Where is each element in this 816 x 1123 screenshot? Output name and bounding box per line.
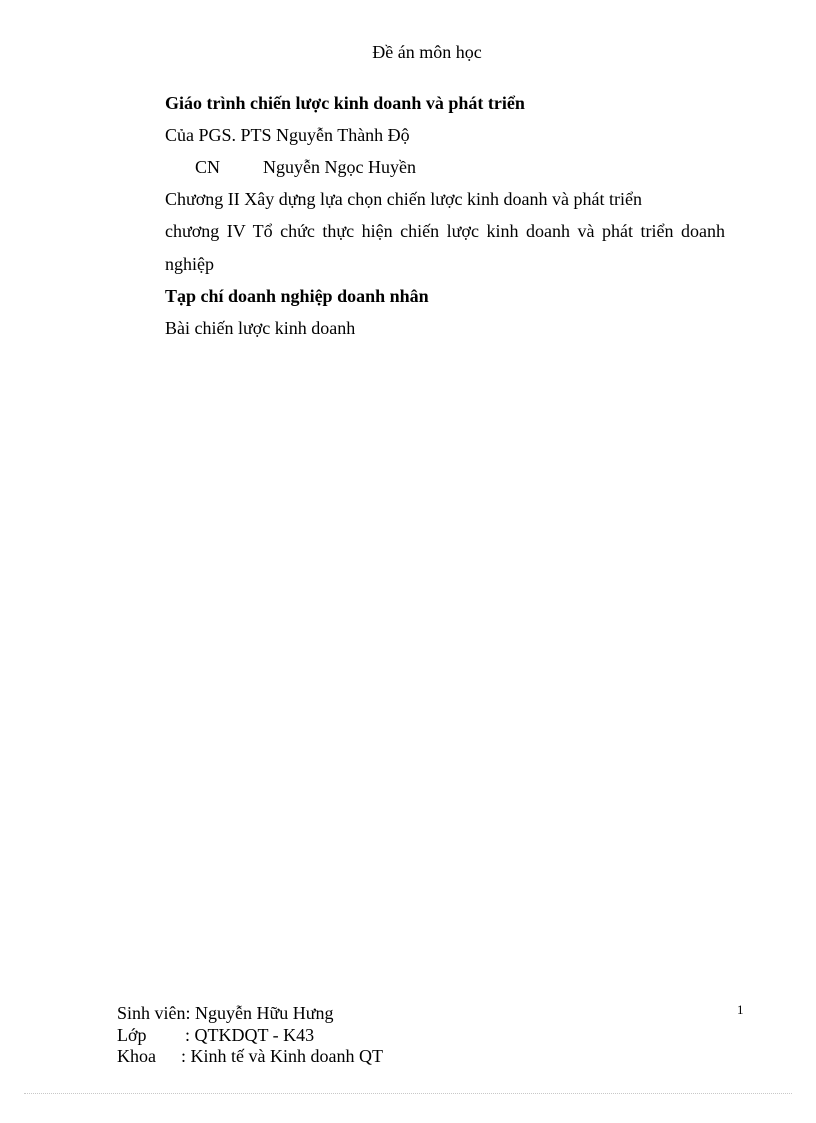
page-header-title: Đề án môn học bbox=[372, 42, 482, 62]
page-number: 1 bbox=[737, 1002, 744, 1017]
reference-article: Bài chiến lược kinh doanh bbox=[165, 318, 356, 338]
reference-chapter-4-line2: nghiệp bbox=[165, 254, 214, 274]
reference-coauthor-row bbox=[195, 157, 416, 178]
page-bottom-divider bbox=[24, 1093, 792, 1094]
class-label: Lớp bbox=[117, 1025, 147, 1045]
reference-chapter-4-line1: chương IV Tổ chức thực hiện chiến lược kinh doanh và phát triển doanh bbox=[165, 221, 725, 241]
reference-book-author: Của PGS. PTS Nguyễn Thành Độ bbox=[165, 125, 410, 145]
student-name: Nguyễn Hữu Hưng bbox=[195, 1003, 334, 1023]
reference-chapter-2: Chương II Xây dựng lựa chọn chiến lược kinh doanh và phát triển bbox=[165, 189, 642, 209]
coauthor-name: Nguyễn Ngọc Huyền bbox=[263, 157, 416, 177]
coauthor-prefix: CN bbox=[195, 157, 221, 177]
reference-book-title: Giáo trình chiến lược kinh doanh và phát triển bbox=[165, 93, 525, 113]
student-label: Sinh viên: bbox=[117, 1003, 191, 1023]
class-value: : QTKDQT - K43 bbox=[185, 1025, 315, 1045]
footer-class-row bbox=[117, 1025, 314, 1046]
footer-student-row bbox=[117, 1003, 334, 1024]
reference-magazine-title: Tạp chí doanh nghiệp doanh nhân bbox=[165, 286, 429, 306]
footer-faculty-row bbox=[117, 1046, 383, 1067]
faculty-label: Khoa bbox=[117, 1046, 156, 1066]
faculty-value: : Kinh tế và Kinh doanh QT bbox=[181, 1046, 383, 1066]
